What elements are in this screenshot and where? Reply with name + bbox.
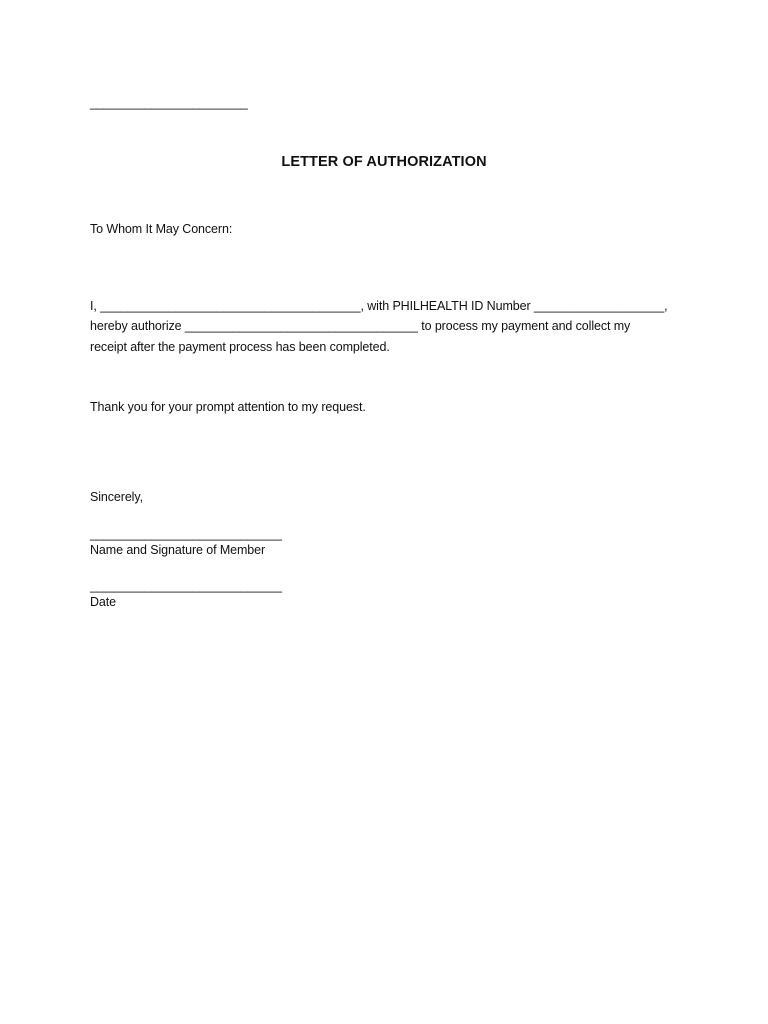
thanks-line: Thank you for your prompt attention to my request. (90, 400, 366, 414)
letter-title: LETTER OF AUTHORIZATION (281, 154, 487, 170)
date-blank-line: ____________________________ (90, 579, 282, 593)
body-line-2: hereby authorize __________________________________ to process my payment and collect my (90, 319, 631, 333)
body-line-1: I, ______________________________________, with PHILHEALTH ID Number ___________________, (90, 299, 668, 313)
signature-label: Name and Signature of Member (90, 543, 266, 557)
salutation: To Whom It May Concern: (90, 222, 233, 236)
body-line-3: receipt after the payment process has been completed. (90, 340, 390, 354)
date-label: Date (90, 595, 117, 609)
date-blank-line-top: _______________________ (90, 96, 248, 110)
signature-blank-line: ____________________________ (90, 527, 282, 541)
closing: Sincerely, (90, 490, 143, 504)
